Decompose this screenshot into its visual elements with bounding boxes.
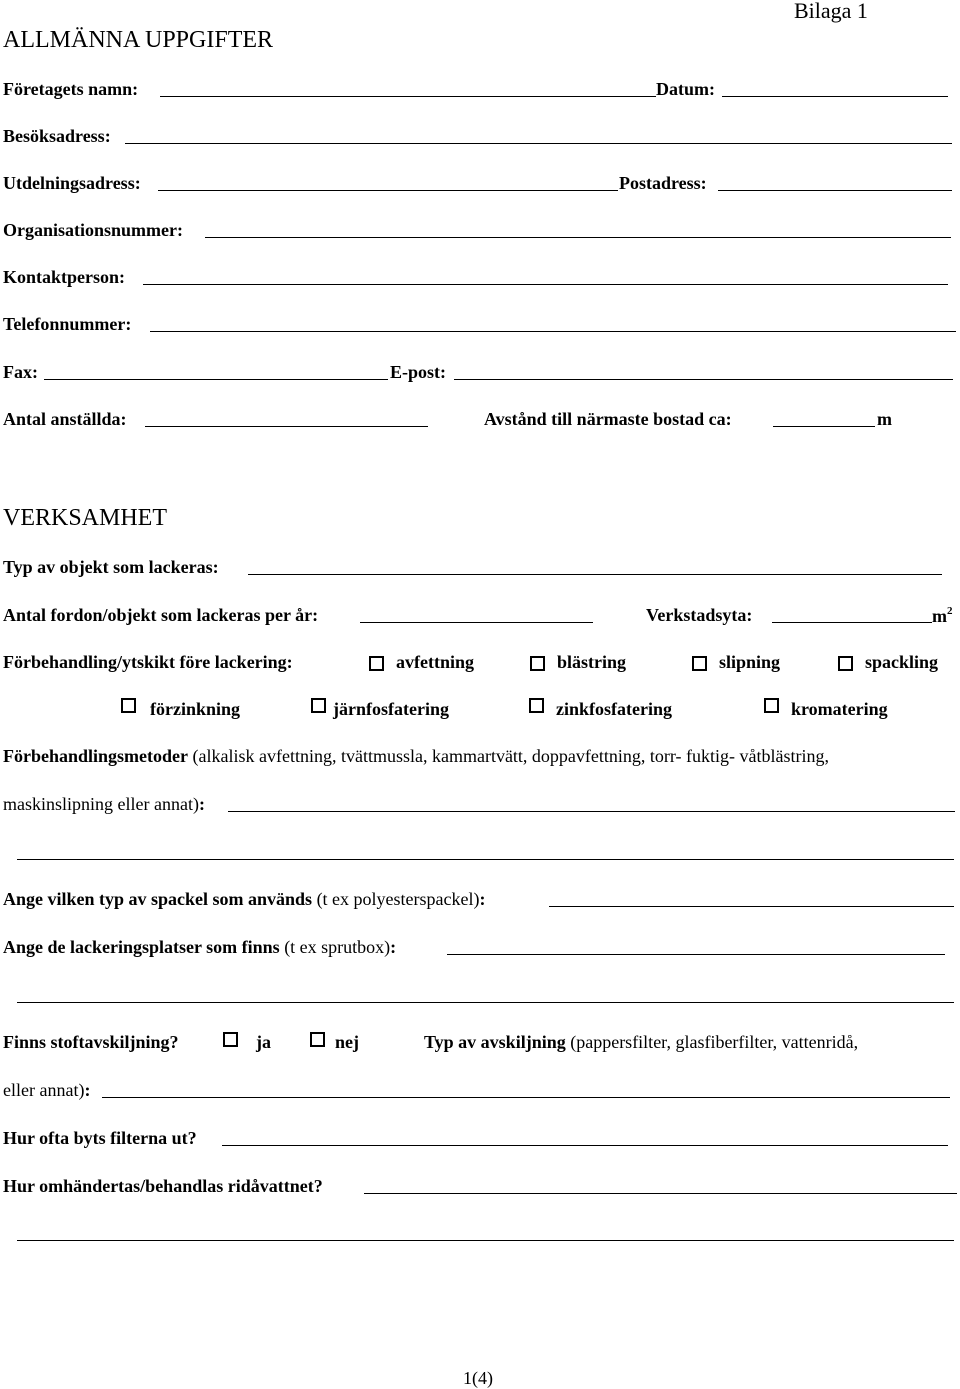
- curtain-water-label: Hur omhändertas/behandlas ridåvattnet?: [3, 1176, 323, 1196]
- option-yes: ja: [256, 1032, 271, 1052]
- methods-hint: (alkalisk avfettning, tvättmussla, kammartvätt, doppavfettning, torr- fuktig- våtblästring,: [192, 746, 830, 766]
- curtain-water-field[interactable]: [364, 1193, 957, 1194]
- email-field[interactable]: [454, 379, 953, 380]
- option-forzinkning: förzinkning: [150, 699, 241, 719]
- filter-change-label: Hur ofta byts filterna ut?: [3, 1128, 197, 1148]
- option-kromatering: kromatering: [791, 699, 888, 719]
- checkbox-slipning[interactable]: [692, 656, 707, 671]
- methods-line: [3, 747, 829, 765]
- checkbox-blastring[interactable]: [530, 656, 545, 671]
- fax-field[interactable]: [44, 379, 388, 380]
- objects-per-year-field[interactable]: [360, 622, 593, 623]
- checkbox-jarnfosfatering[interactable]: [311, 698, 326, 713]
- filter-change-field[interactable]: [222, 1145, 948, 1146]
- delivery-address-label: Utdelningsadress:: [3, 173, 141, 193]
- methods-line-2: maskinslipning eller annat):: [3, 794, 205, 814]
- checkbox-avfettning[interactable]: [369, 656, 384, 671]
- fax-label: Fax:: [3, 362, 38, 382]
- filler-line: Ange vilken typ av spackel som används (t ex polyesterspackel):: [3, 889, 486, 909]
- section-heading-operations: VERKSAMHET: [3, 505, 168, 531]
- dust-separation-label: Finns stoftavskiljning?: [3, 1032, 179, 1052]
- filler-label: Ange vilken typ av spackel som används: [3, 889, 313, 909]
- visiting-address-label: Besöksadress:: [3, 126, 111, 146]
- workshop-area-label: Verkstadsyta:: [646, 605, 753, 625]
- pretreatment-label: Förbehandling/ytskikt före lackering:: [3, 652, 293, 672]
- area-unit: $m^2$: [932, 605, 953, 626]
- phone-label: Telefonnummer:: [3, 314, 132, 334]
- company-name-label: Företagets namn:: [3, 79, 139, 99]
- booths-field-extra[interactable]: [17, 1002, 954, 1003]
- methods-hint-cont: maskinslipning eller annat): [3, 794, 199, 814]
- postal-address-field[interactable]: [718, 190, 952, 191]
- page-number: 1(4): [463, 1368, 493, 1388]
- booths-label: Ange de lackeringsplatser som finns: [3, 937, 280, 957]
- postal-address-label: Postadress:: [619, 173, 707, 193]
- date-field[interactable]: [722, 96, 948, 97]
- distance-field[interactable]: [773, 426, 875, 427]
- separation-type-hint-cont: eller annat): [3, 1080, 85, 1100]
- object-type-label: Typ av objekt som lackeras:: [3, 557, 219, 577]
- checkbox-zinkfosfatering[interactable]: [529, 698, 544, 713]
- visiting-address-field[interactable]: [125, 143, 952, 144]
- employees-label: Antal anställda:: [3, 409, 127, 429]
- checkbox-no[interactable]: [310, 1032, 325, 1047]
- separation-type-label: Typ av avskiljning: [424, 1032, 566, 1052]
- booths-line: Ange de lackeringsplatser som finns (t ex sprutbox):: [3, 937, 397, 957]
- separation-type-field[interactable]: [102, 1097, 950, 1098]
- attachment-label: Bilaga 1: [794, 0, 868, 23]
- checkbox-spackling[interactable]: [838, 656, 853, 671]
- methods-field[interactable]: [228, 811, 955, 812]
- option-no: nej: [335, 1032, 359, 1052]
- option-slipning: slipning: [719, 652, 781, 672]
- option-blastring: blästring: [557, 652, 627, 672]
- employees-field[interactable]: [145, 426, 428, 427]
- methods-label: Förbehandlingsmetoder: [3, 746, 189, 766]
- filler-field[interactable]: [549, 906, 954, 907]
- distance-unit: m: [877, 409, 892, 429]
- date-label: Datum:: [656, 79, 715, 99]
- option-avfettning: avfettning: [396, 652, 474, 672]
- objects-per-year-label: Antal fordon/objekt som lackeras per år:: [3, 605, 319, 625]
- contact-person-field[interactable]: [143, 284, 948, 285]
- section-heading-general: ALLMÄNNA UPPGIFTER: [3, 27, 274, 53]
- contact-person-label: Kontaktperson:: [3, 267, 126, 287]
- phone-field[interactable]: [150, 331, 956, 332]
- separation-type-line: [424, 1033, 858, 1051]
- email-label: E-post:: [390, 362, 447, 382]
- checkbox-forzinkning[interactable]: [121, 698, 136, 713]
- separation-type-line-2: eller annat):: [3, 1080, 91, 1100]
- workshop-area-field[interactable]: [772, 622, 932, 623]
- org-number-label: Organisationsnummer:: [3, 220, 183, 240]
- option-jarnfosfatering: järnfosfatering: [333, 699, 449, 719]
- company-name-field[interactable]: [160, 96, 656, 97]
- checkbox-yes[interactable]: [223, 1032, 238, 1047]
- separation-type-hint: (pappersfilter, glasfiberfilter, vattenridå,: [570, 1032, 859, 1052]
- delivery-address-field[interactable]: [158, 190, 618, 191]
- distance-label: Avstånd till närmaste bostad ca:: [484, 409, 732, 429]
- org-number-field[interactable]: [205, 237, 951, 238]
- option-zinkfosfatering: zinkfosfatering: [556, 699, 672, 719]
- methods-field-extra[interactable]: [17, 859, 954, 860]
- booths-hint: (t ex sprutbox): [284, 937, 391, 957]
- curtain-water-field-extra[interactable]: [17, 1240, 954, 1241]
- checkbox-kromatering[interactable]: [764, 698, 779, 713]
- object-type-field[interactable]: [248, 574, 942, 575]
- option-spackling: spackling: [865, 652, 939, 672]
- filler-hint: (t ex polyesterspackel): [316, 889, 480, 909]
- booths-field[interactable]: [447, 954, 945, 955]
